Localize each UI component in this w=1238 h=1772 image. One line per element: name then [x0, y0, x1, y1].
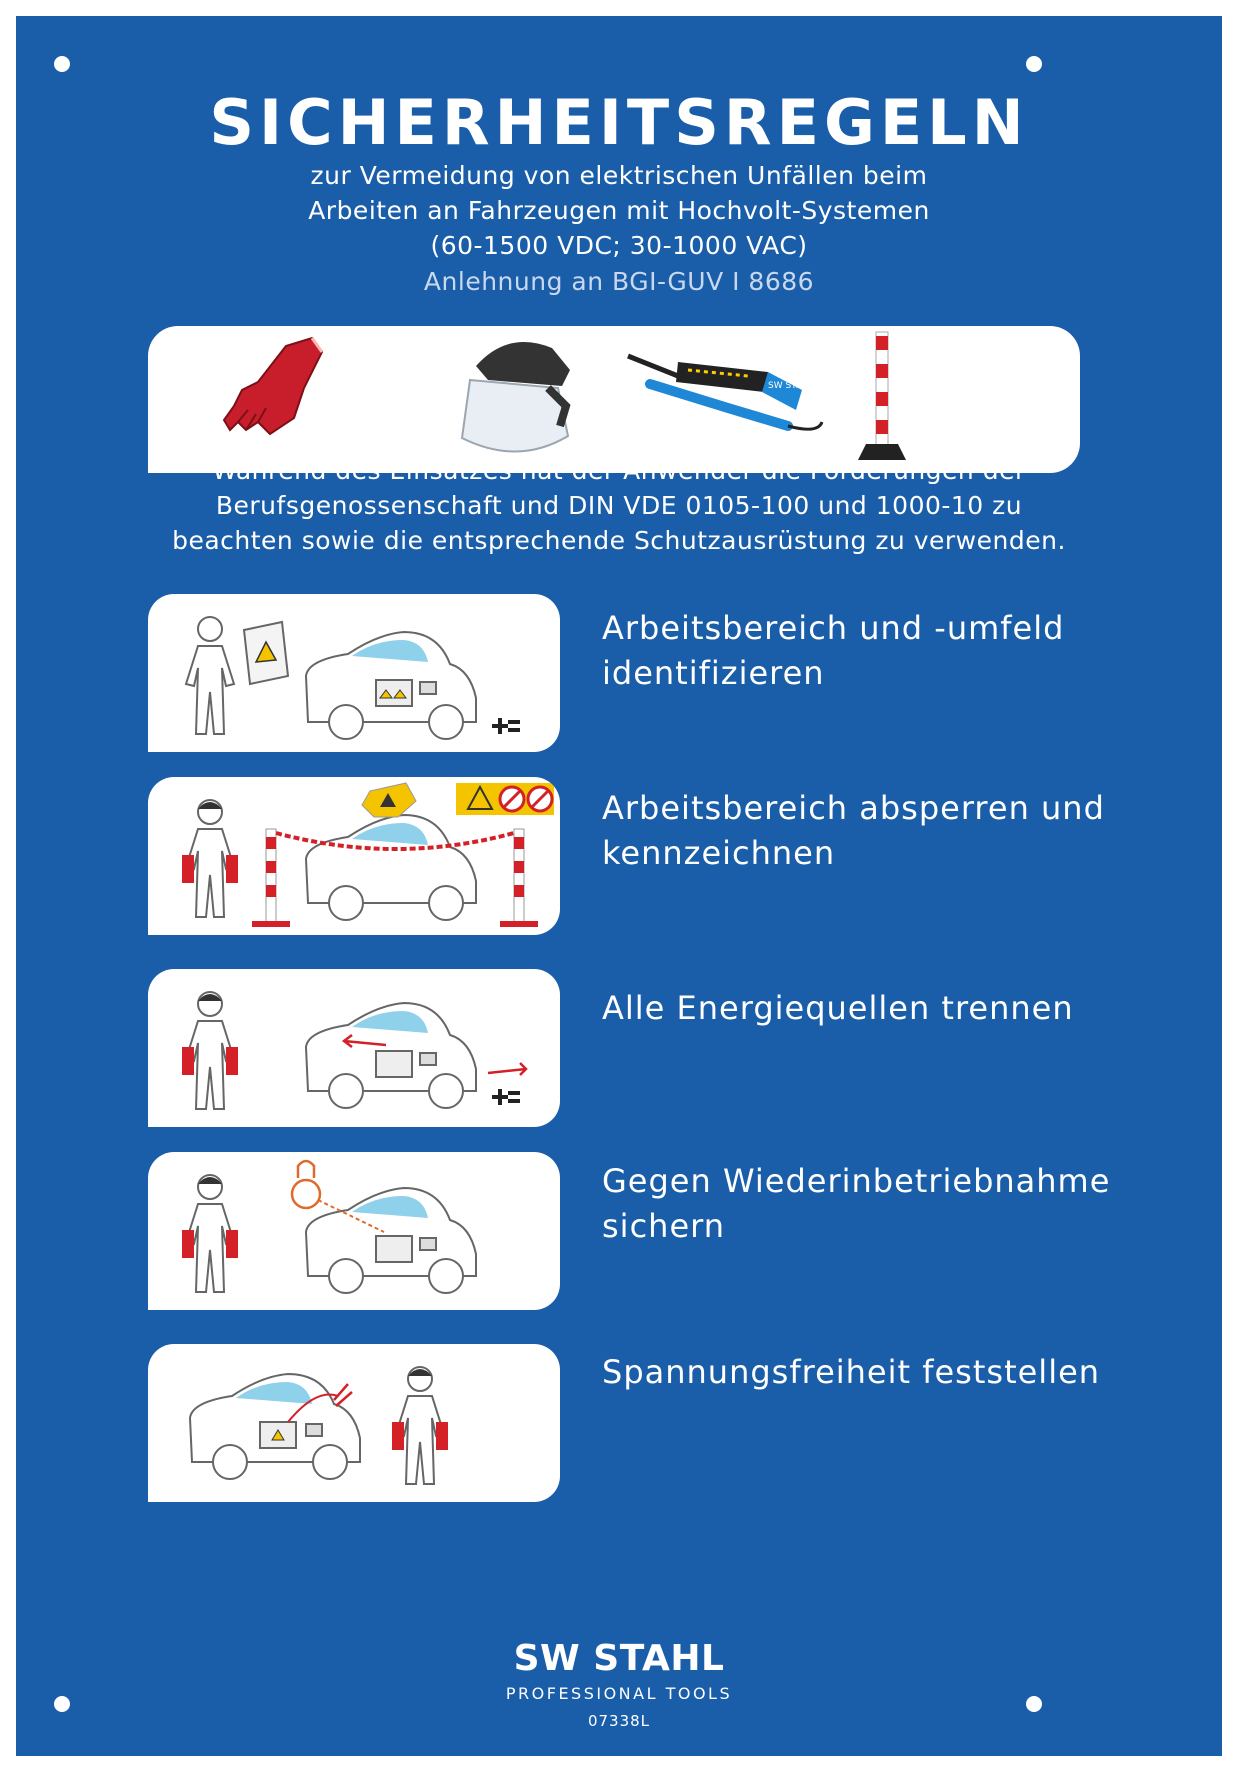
- subtitle-line: (60-1500 VDC; 30-1000 VAC): [430, 231, 808, 260]
- mounting-hole: [54, 56, 70, 72]
- barrier-post-icon: [838, 326, 928, 473]
- step-label: Gegen Wiederinbetriebnahme sichern: [602, 1162, 1111, 1245]
- verify-voltage-icon: [148, 1344, 560, 1502]
- standard-reference: Anlehnung an BGI-GUV I 8686: [423, 267, 815, 296]
- product-code: 07338L: [587, 1712, 651, 1730]
- disconnect-power-icon: [148, 969, 560, 1127]
- brand-logo: SW STAHL: [513, 1638, 725, 1679]
- intro-line: Berufsgenossenschaft und DIN VDE 0105-100 und 1000-10 zu: [215, 491, 1023, 520]
- safety-poster: [16, 16, 1222, 1756]
- subtitle-line: zur Vermeidung von elektrischen Unfällen beim: [310, 161, 928, 190]
- step-illustration-card: [148, 1344, 560, 1502]
- step-label: Arbeitsbereich absperren und kennzeichnen: [602, 789, 1105, 872]
- intro-line: beachten sowie die entsprechende Schutzausrüstung zu verwenden.: [172, 526, 1066, 555]
- step-illustration-card: [148, 777, 560, 935]
- step-label: Spannungsfreiheit feststellen: [602, 1353, 1101, 1391]
- face-shield-icon: [448, 326, 588, 473]
- mounting-hole: [1026, 56, 1042, 72]
- step-label: Alle Energiequellen trennen: [602, 989, 1074, 1027]
- lockout-icon: [148, 1152, 560, 1310]
- step-label: Arbeitsbereich und -umfeld identifizieren: [602, 609, 1065, 692]
- intro-line: Während des Einsatzes hat der Anwender die Forderungen der: [212, 456, 1026, 485]
- step-illustration-card: [148, 594, 560, 752]
- voltage-tester-icon: [618, 326, 828, 473]
- identify-area-icon: [148, 594, 560, 752]
- step-illustration-card: [148, 1152, 560, 1310]
- poster-title: SICHERHEITSREGELN: [209, 86, 1029, 159]
- subtitle-line: Arbeiten an Fahrzeugen mit Hochvolt-Systemen: [308, 196, 930, 225]
- step-illustration-card: [148, 969, 560, 1127]
- tester-brand-label: SW STAHL: [768, 381, 814, 391]
- insulating-glove-icon: [208, 326, 338, 473]
- brand-tagline: PROFESSIONAL TOOLS: [505, 1684, 733, 1703]
- cordon-off-icon: [148, 777, 560, 935]
- equipment-panel: [148, 326, 1080, 473]
